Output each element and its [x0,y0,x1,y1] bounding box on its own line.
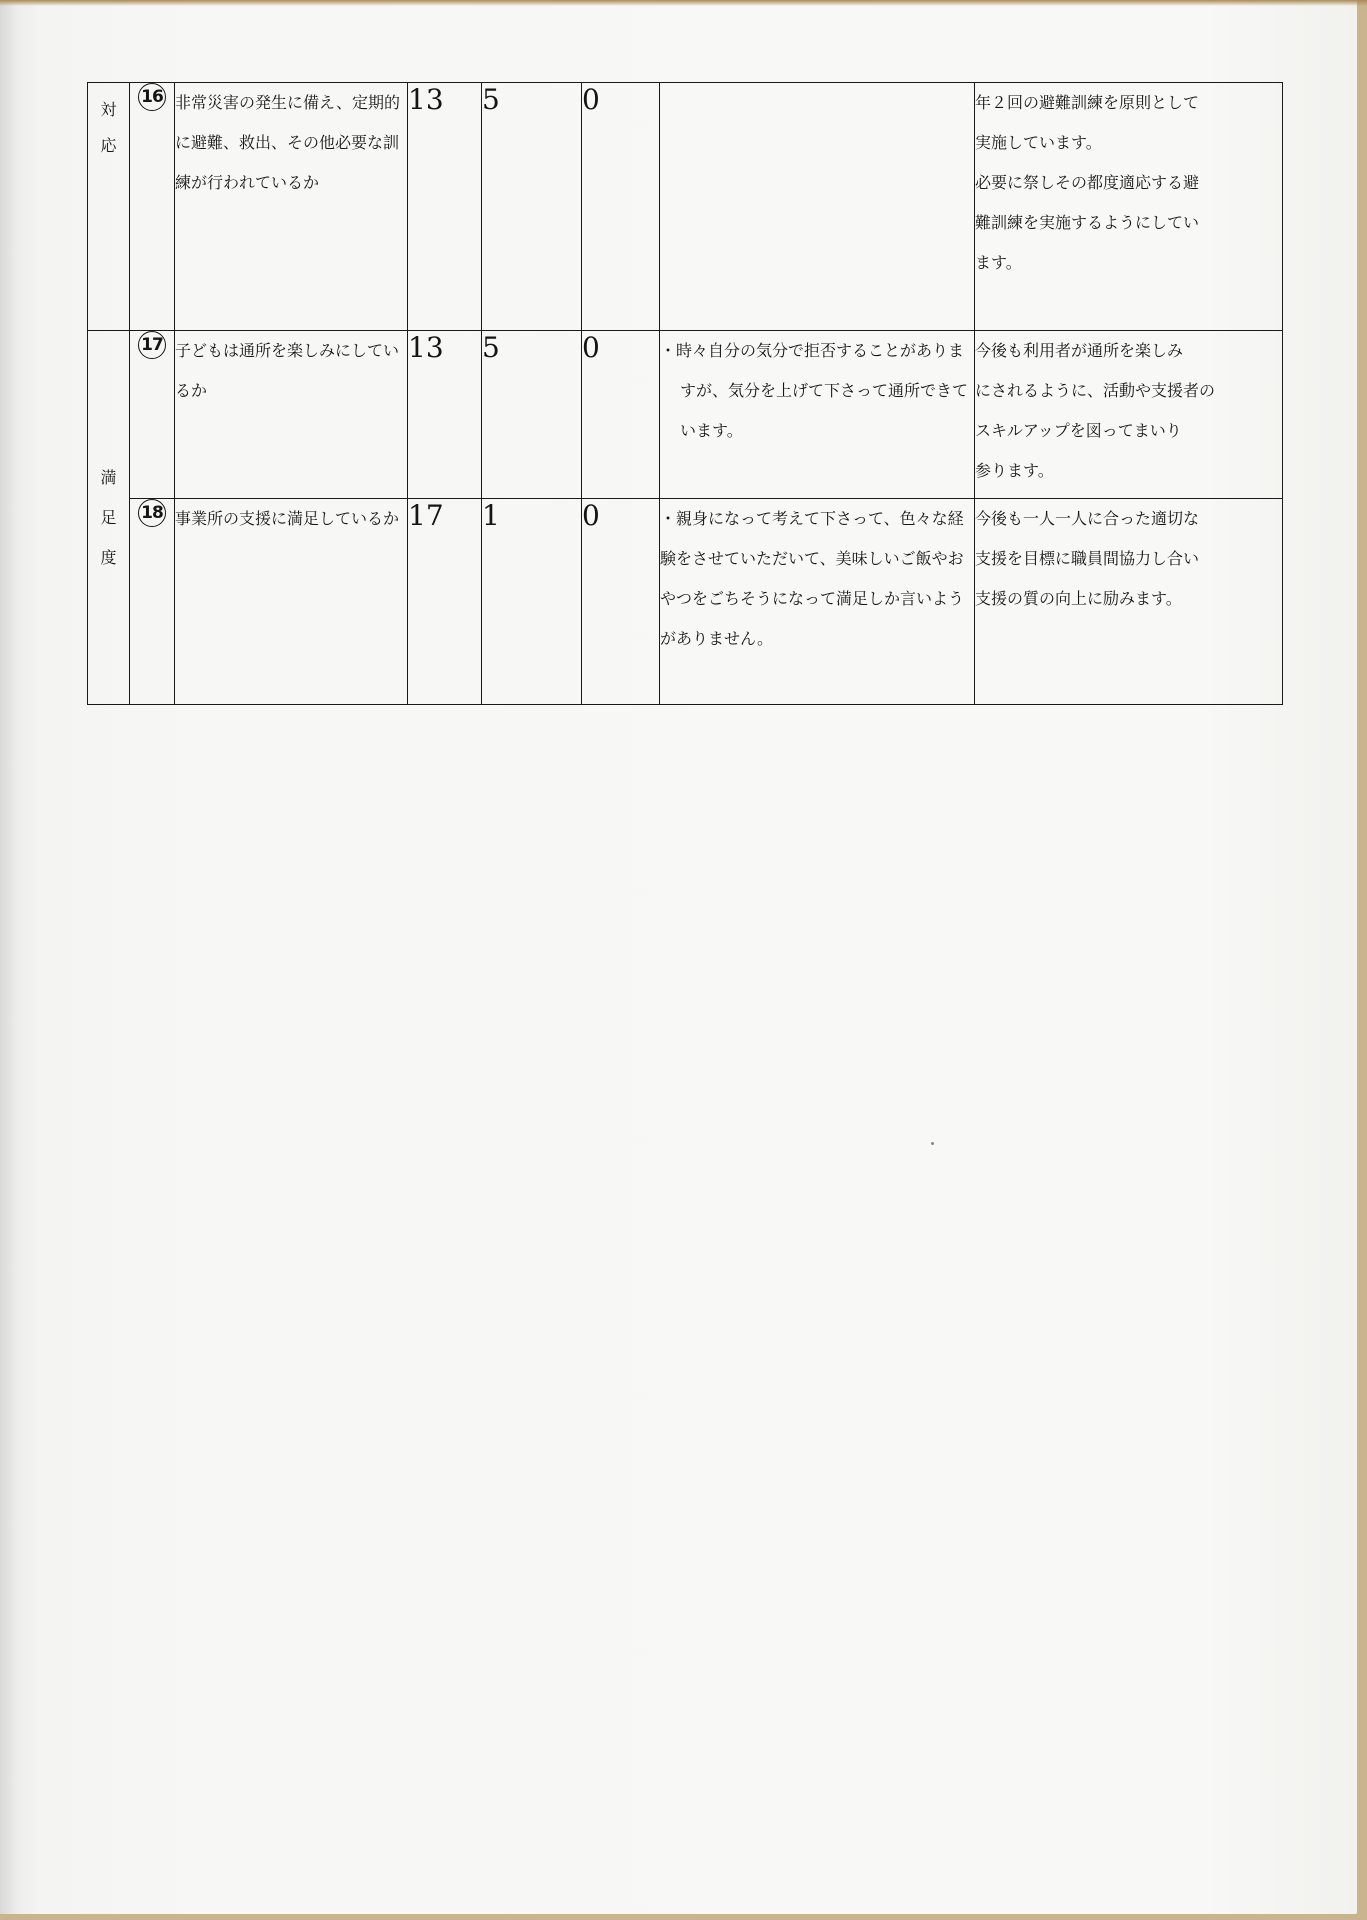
category-char: 足 [100,507,117,527]
reply-line: にされるように、活動や支援者の [975,381,1216,400]
no-count: 0 [582,499,660,705]
reply-line: 今後も一人一人に合った適切な [975,509,1200,528]
reply-line: 支援を目標に職員間協力し合い [975,549,1200,568]
category-char: 満 [100,467,117,487]
unknown-count: 1 [482,499,582,705]
guardian-comment [660,331,975,499]
question-number-cell [130,331,175,499]
page-shadow [0,0,18,1914]
yes-count: 17 [408,499,482,705]
comment-text: ・時々自分の気分で拒否することがありますが、気分を上げて下さって通所できています。 [660,341,969,440]
survey-table [87,82,1283,705]
reply-line: ます。 [975,253,1022,272]
reply-line: 支援の質の向上に励みます。 [975,589,1182,608]
category-taiou [88,83,130,331]
reply-line: 必要に祭しその都度適応する避 [975,173,1200,192]
guardian-comment [660,499,975,705]
unknown-count: 5 [482,331,582,499]
category-char: 対 [100,100,117,119]
paper-speck [931,1142,934,1145]
yes-count: 13 [408,83,482,331]
no-count: 0 [582,83,660,331]
reply-line: 年２回の避難訓練を原則として [975,93,1200,112]
question-number: 16 [138,83,166,111]
reply-line: 今後も利用者が通所を楽しみ [975,341,1184,360]
question-number-cell [130,499,175,705]
table-row [88,499,1283,705]
question-text: 事業所の支援に満足しているか [175,499,408,705]
question-number: 18 [138,499,166,527]
category-manzokudo [88,331,130,705]
question-text: 非常災害の発生に備え、定期的に避難、救出、その他必要な訓練が行われているか [175,83,408,331]
question-number-cell [130,83,175,331]
yes-count: 13 [408,331,482,499]
table-row [88,83,1283,331]
desk-edge [0,0,1367,6]
office-reply [975,331,1283,499]
question-number: 17 [138,331,166,359]
office-reply [975,499,1283,705]
no-count: 0 [582,331,660,499]
reply-line: 難訓練を実施するようにしてい [975,213,1200,232]
guardian-comment [660,83,975,331]
office-reply [975,83,1283,331]
reply-line: 参ります。 [975,461,1054,480]
category-char: 応 [100,136,117,155]
table-row [88,331,1283,499]
question-text: 子どもは通所を楽しみにしているか [175,331,408,499]
unknown-count: 5 [482,83,582,331]
category-char: 度 [100,547,117,567]
reply-line: 実施しています。 [975,133,1102,152]
comment-text: ・親身になって考えて下さって、色々な経験をさせていただいて、美味しいご飯やおやつをごちそうになって満足しか言いようがありません。 [660,509,965,648]
reply-line: スキルアップを図ってまいり [975,421,1182,440]
